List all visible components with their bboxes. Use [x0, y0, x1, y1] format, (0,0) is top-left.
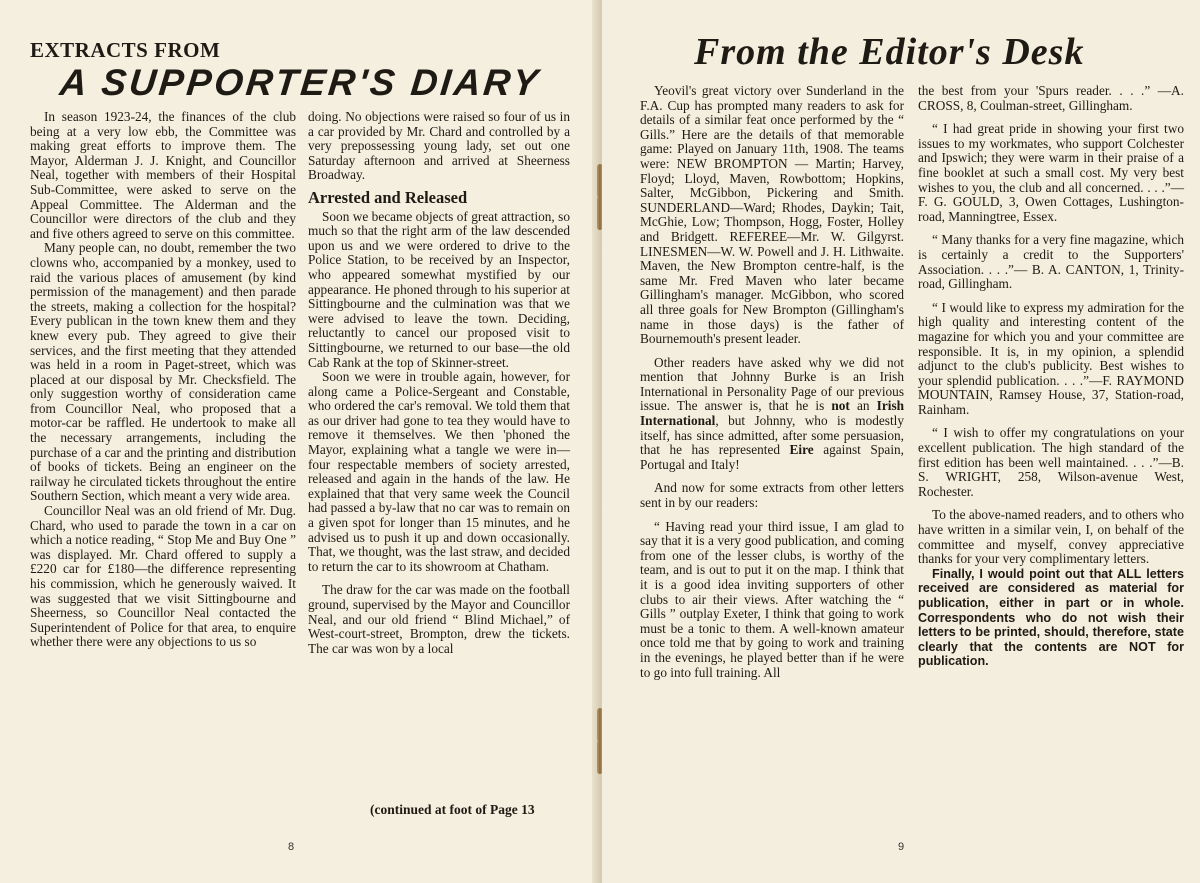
left-column-1 [30, 110, 296, 650]
section-heading: Arrested and Released [308, 187, 468, 207]
paragraph: Many people can, no doubt, remember the two clowns who, accompanied by a monkey, used to raid the various places of amusement (by kind permission of the management) and then parade the streets, making a collection for the hospital? Every publican in the town knew them and they knew every pub. They agreed to give their services, and the first meeting that they attended was held in a room in Paget-street, which was placed at our disposal by Mr. Checksfield. The only suggestion worthy of consideration came from Councillor Neal, who proposed that a motor-car be raffled. He undertook to make all the necessary arrangements, including the purchase of a car and the printing and distribution of books of tickets. Being an engineer on the railway he circulated tickets throughout the entire Southern Section, which meant a very wide area. [30, 240, 296, 504]
notice-paragraph: Finally, I would point out that ALL letters received are considered as material for publication, either in part or in whole. Correspondents who do not wish their letters to be printed, should, therefore, state clearly that the contents are NOT for publication. [918, 566, 1184, 669]
right-page [602, 0, 1200, 883]
paragraph: “ Having read your third issue, I am glad to say that it is a very good publication, and coming from one of the lesser clubs, is worthy of the team, and is out to put it on the map. I think that it is a good idea inviting supporters of other clubs to air their views. After watching the “ Gills ” outplay Exeter, I think that going to work must be a tonic to them. A well-known amateur once told me that by going to work and training in the evenings, he played better than if he were to go into full training. All [640, 518, 904, 680]
paragraph: “ I had great pride in showing your first two issues to my workmates, who support Colchester and Ipswich; they were warm in their praise of a fine booklet at such a small cost. My very best wishes to you, the club and all concerned. . . .”—F. G. GOULD, 3, Owen Cottages, Lushington-road, Manningtree, Essex. [918, 121, 1184, 224]
paragraph: “ I would like to express my admiration for the high quality and interesting content of the magazine for which you and your committee are responsible. It is, in my opinion, a splendid adjunct to the club's publicity. Best wishes to your splendid publication. . . .”—F. RAYMOND MOUNTAIN, Ramsey House, 37, Station-road, Rainham. [918, 299, 1184, 417]
page-number: 9 [898, 841, 905, 853]
paragraph: “ I wish to offer my congratulations on your excellent publication. The high standard of the first edition has been well maintained. . . .”—B. S. WRIGHT, 258, Wilson-avenue West, Rochester. [918, 425, 1184, 499]
kicker-heading: EXTRACTS FROM [30, 38, 221, 62]
article-title: A SUPPORTER'S DIARY [57, 62, 543, 103]
paragraph: The draw for the car was made on the football ground, supervised by the Mayor and Councillor Neal, and our old friend “ Blind Michael,” of West-court-street, Brompton, drew the tickets. The car was won by a local [308, 582, 570, 656]
paragraph: In season 1923-24, the finances of the club being at a very low ebb, the Committee was making great efforts to improve them. The Mayor, Alderman J. J. Knight, and Councillor Neal, together with members of their Hospital Sub-Committee, were asked to serve on the Appeal Committee. The Alderman and the Councillor were directors of the club and they and five others agreed to serve on this committee. [30, 109, 296, 241]
paragraph: To the above-named readers, and to others who have written in a similar vein, I, on behalf of the committee and myself, convey appreciative thanks for your very complimentary letters. [918, 507, 1184, 567]
paragraph: Councillor Neal was an old friend of Mr. Dug. Chard, who used to parade the town in a car on which a notice reading, “ Stop Me and Buy One ” was displayed. Mr. Chard offered to supply a £220 car for £180—the difference representing his commission, which he generously waived. It was suggested that we visit Sittingbourne and Sheerness, so Councillor Neal contacted the Superintendent of Police for that area, to enquire whether there were any objections to us so [30, 503, 296, 650]
editor-title: From the Editor's Desk [694, 31, 1085, 73]
paragraph: “ Many thanks for a very fine magazine, which is certainly a credit to the Supporters' Association. . . .”— B. A. CANTON, 1, Trinity-road, Gillingham. [918, 232, 1184, 292]
paragraph: doing. No objections were raised so four of us in a car provided by Mr. Chard and controlled by a very prepossessing young lady, set out one Saturday afternoon and arrived at Sheerness Broadway. [308, 109, 570, 183]
page-number: 8 [288, 841, 295, 853]
paragraph: Soon we were in trouble again, however, for along came a Police-Sergeant and Constable, who ordered the car's removal. We told them that as our driver had gone to tea they would have to remove it themselves. We then 'phoned the Mayor, explaining what a tangle we were in—four respectable members of society arrested, released and again in the hands of the law. He explained that that very same week the Council had passed a by-law that no car was to remain on a given spot for longer than 15 minutes, and he advised us to push it up and down occasionally. That, we thought, was the last straw, and decided to return the car to its showroom at Chatham. [308, 369, 570, 574]
left-page [0, 0, 598, 883]
right-column-2 [918, 84, 1184, 669]
left-column-2 [308, 110, 570, 656]
paragraph: And now for some extracts from other letters sent in by our readers: [640, 480, 904, 511]
paragraph: Soon we became objects of great attraction, so much so that the right arm of the law descended upon us and we were ordered to drive to the Police Station, to be received by an Inspector, who appeared somewhat mystified by our appearance. He phoned through to his superior at Sittingbourne and the culmination was that we were advised to leave the town. Deciding, reluctantly to cancel our proposed visit to Sittingbourne, we returned to our base—the old Cab Rank at the top of Skinner-street. [308, 208, 570, 370]
paragraph: the best from your 'Spurs reader. . . .” —A. CROSS, 8, Coulman-street, Gillingham. [918, 83, 1184, 113]
continued-note: (continued at foot of Page 13 [370, 802, 535, 817]
paragraph: Other readers have asked why we did not mention that Johnny Burke is an Irish International in Personality Page of our previous issue. The answer is, that he is not an Irish International, but Johnny, who is modestly itself, has since admitted, after some persuasion, that he has represented Eire against Spain, Portugal and Italy! [640, 354, 905, 472]
right-column-1 [640, 84, 904, 680]
paragraph: Yeovil's great victory over Sunderland in the F.A. Cup has prompted many readers to ask for details of a similar feat once performed by the “ Gills.” Here are the details of that memorable game: Played on January 11th, 1908. The teams were: NEW BROMPTON — Martin; Harvey, Floyd; Lloyd, Maven, Rowbottom; Hopkins, Salter, McGibbon, Pickering and Smith. SUNDERLAND—Ward; Rhodes, Daykin; Tait, McGhie, Low; Thompson, Hogg, Foster, Holley and Bridgett. REFEREE—Mr. W. Gilgyrst. LINESMEN—W. W. Powell and J. H. Lithwaite. Maven, the New Brompton centre-half, is the same Mr. Fred Maven who later became Gillingham's manager. McGibbon, who scored all three goals for New Brompton (Gillingham's name in those days) is the father of Bournemouth's present leader. [640, 83, 904, 347]
